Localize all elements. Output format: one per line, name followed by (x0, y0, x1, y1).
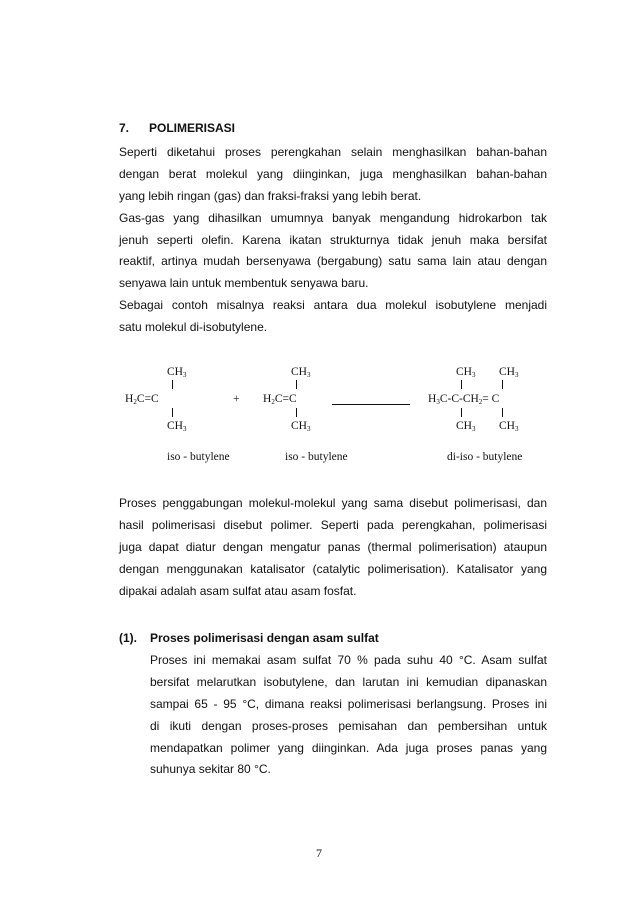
section-number: 7. (119, 121, 130, 135)
page-number: 7 (316, 846, 322, 860)
text-line: Sebagai contoh misalnya reaksi antara dua molekul isobutylene menjadi (119, 298, 547, 313)
text-line: dengan berat molekul yang diinginkan, juga menghasilkan bahan-bahan (119, 166, 547, 181)
text-line: dengan menggunakan katalisator (catalytic polimerisation). Katalisator yang (119, 561, 547, 576)
subsection-heading (119, 631, 379, 645)
text-line: hasil polimerisasi disebut polimer. Seperti pada perengkahan, polimerisasi (119, 517, 547, 532)
label-reactant-1: iso - butylene (167, 451, 230, 463)
text-line: sampai 65 - 95 °C, dimana reaksi polimerisasi berlangsung. Proses ini (150, 696, 547, 711)
text-line: Proses penggabungan molekul-molekul yang sama disebut polimerisasi, dan (119, 496, 547, 510)
text-line: juga dapat diatur dengan mengatur panas (thermal polimerisation) ataupun (119, 539, 547, 554)
methyl-top-2: $CH_3$ (291, 366, 311, 379)
methyl-top-1: $CH_3$ (167, 366, 187, 379)
text-line: di ikuti dengan proses-proses pemisahan dan pembersihan untuk (150, 718, 547, 733)
methyl-bottom-4: $CH_3$ (499, 420, 519, 433)
text-line: yang lebih ringan (gas) dan fraksi-fraksi yang lebih berat. (119, 188, 422, 203)
text-line: satu molekul di-isobutylene. (119, 320, 268, 335)
plus-sign: + (233, 393, 240, 405)
methyl-top-3: $CH_3$ (456, 366, 476, 379)
methyl-bottom-3: $CH_3$ (456, 420, 476, 433)
subsection-number: (1). (119, 631, 137, 645)
text-line: bersifat melarutkan isobutylene, dan larutan ini kemudian dipanaskan (150, 674, 547, 689)
text-line: dipakai adalah asam sulfat atau asam fosfat. (119, 583, 357, 598)
text-line: suhunya sekitar 80 °C. (150, 762, 271, 777)
text-line: mendapatkan polimer yang diinginkan. Ada juga proses panas yang (150, 740, 547, 755)
text-line: senyawa lain untuk membentuk senyawa baru. (119, 276, 369, 291)
label-reactant-2: iso - butylene (285, 451, 348, 463)
methyl-top-4: $CH_3$ (499, 366, 519, 379)
label-product: di-iso - butylene (447, 451, 523, 463)
methyl-bottom-1: $CH_3$ (167, 420, 187, 433)
subsection-paragraph (150, 650, 547, 781)
paragraph-polimerisasi (119, 493, 547, 602)
reaction-formula (110, 358, 550, 468)
product-molecule: $H_3C-C-CH_2= C$ (428, 393, 500, 406)
methyl-bottom-2: $CH_3$ (291, 420, 311, 433)
intro-paragraph (119, 142, 547, 339)
molecule-2: $H_2C=C$ (263, 393, 297, 406)
text-line: Gas-gas yang dihasilkan umumnya banyak mengandung hidrokarbon tak (119, 210, 547, 225)
text-line: jenuh seperti olefin. Karena ikatan strukturnya tidak jenuh maka bersifat (119, 232, 547, 247)
molecule-1: $H_2C=C$ (125, 393, 159, 406)
section-heading (119, 121, 235, 135)
text-line: Seperti diketahui proses perengkahan selain menghasilkan bahan-bahan (119, 145, 547, 159)
section-title: POLIMERISASI (149, 121, 236, 135)
reaction-arrow (332, 404, 410, 405)
subsection-title: Proses polimerisasi dengan asam sulfat (150, 631, 379, 645)
text-line: Proses ini memakai asam sulfat 70 % pada suhu 40 °C. Asam sulfat (150, 653, 547, 667)
text-line: reaktif, artinya mudah bersenyawa (bergabung) satu sama lain atau dengan (119, 254, 547, 269)
